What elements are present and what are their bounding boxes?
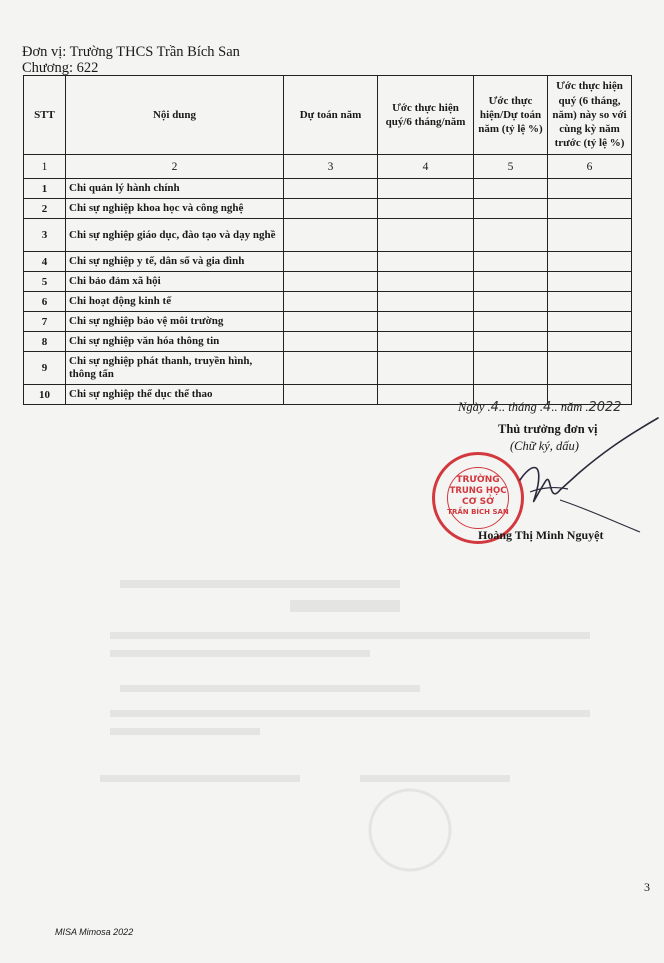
empty-cell: [284, 199, 378, 219]
stamp-line: CƠ SỞ: [462, 497, 494, 507]
column-header-content: Nội dung: [66, 76, 284, 155]
page-number: 3: [644, 880, 650, 894]
empty-cell: [474, 252, 548, 272]
row-stt: 4: [24, 252, 66, 272]
row-stt: 7: [24, 312, 66, 332]
empty-cell: [474, 352, 548, 385]
empty-cell: [284, 312, 378, 332]
empty-cell: [284, 179, 378, 199]
row-content: Chi bảo đảm xã hội: [66, 272, 284, 292]
date-prefix: Ngày: [458, 400, 485, 414]
empty-cell: [548, 252, 632, 272]
table-row: [24, 199, 632, 219]
table-row: [24, 252, 632, 272]
empty-cell: [378, 352, 474, 385]
row-stt: 10: [24, 385, 66, 405]
empty-cell: [284, 252, 378, 272]
row-stt: 8: [24, 332, 66, 352]
row-content: Chi sự nghiệp thể dục thể thao: [66, 385, 284, 405]
empty-cell: [284, 219, 378, 252]
empty-cell: [378, 292, 474, 312]
stamp-line: TRẦN BÍCH SAN: [447, 508, 509, 516]
empty-cell: [378, 332, 474, 352]
budget-table: [23, 75, 632, 405]
signer-name: Hoàng Thị Minh Nguyệt: [478, 528, 604, 542]
table-row: [24, 272, 632, 292]
date-year: 2022: [588, 400, 622, 415]
date-month-label: tháng: [508, 400, 537, 414]
empty-cell: [548, 179, 632, 199]
empty-cell: [284, 385, 378, 405]
empty-cell: [474, 312, 548, 332]
empty-cell: [474, 332, 548, 352]
table-row: [24, 219, 632, 252]
chapter-code: Chương: 622: [22, 60, 99, 76]
empty-cell: [284, 292, 378, 312]
row-content: Chi sự nghiệp y tế, dân số và gia đình: [66, 252, 284, 272]
table-row: [24, 332, 632, 352]
row-stt: 2: [24, 199, 66, 219]
empty-cell: [378, 199, 474, 219]
bleed-through-text: [0, 560, 664, 890]
empty-cell: [548, 292, 632, 312]
signer-title: Thủ trưởng đơn vị: [498, 422, 598, 436]
empty-cell: [474, 272, 548, 292]
empty-cell: [284, 272, 378, 292]
date-day: 4: [490, 400, 499, 415]
column-index: 1: [24, 155, 66, 179]
unit-name: Đơn vị: Trường THCS Trần Bích San: [22, 44, 240, 60]
empty-cell: [378, 179, 474, 199]
column-index: 5: [474, 155, 548, 179]
row-content: Chi quản lý hành chính: [66, 179, 284, 199]
column-header-annual-estimate: Dự toán năm: [284, 76, 378, 155]
signature-date: Ngày .4.. tháng .4.. năm .2022: [458, 400, 622, 415]
empty-cell: [378, 312, 474, 332]
column-index-row: [24, 155, 632, 179]
empty-cell: [378, 219, 474, 252]
row-stt: 5: [24, 272, 66, 292]
column-index: 2: [66, 155, 284, 179]
row-content: Chi sự nghiệp giáo dục, đào tạo và dạy nghề: [66, 219, 284, 252]
table-row: [24, 312, 632, 332]
table-row: [24, 292, 632, 312]
empty-cell: [548, 272, 632, 292]
date-month: 4: [543, 400, 552, 415]
empty-cell: [474, 292, 548, 312]
empty-cell: [378, 252, 474, 272]
empty-cell: [378, 272, 474, 292]
row-content: Chi sự nghiệp khoa học và công nghệ: [66, 199, 284, 219]
empty-cell: [548, 352, 632, 385]
row-content: Chi sự nghiệp văn hóa thông tin: [66, 332, 284, 352]
column-index: 6: [548, 155, 632, 179]
row-stt: 9: [24, 352, 66, 385]
row-content: Chi hoạt động kinh tế: [66, 292, 284, 312]
empty-cell: [474, 219, 548, 252]
empty-cell: [548, 332, 632, 352]
column-header-year-over-year: Ước thực hiện quý (6 tháng, năm) này so với cùng kỳ năm trước (tỷ lệ %): [548, 76, 632, 155]
row-stt: 6: [24, 292, 66, 312]
column-index: 4: [378, 155, 474, 179]
row-content: Chi sự nghiệp phát thanh, truyền hình, thông tấn: [66, 352, 284, 385]
table-header-row: [24, 76, 632, 155]
table-row: [24, 179, 632, 199]
empty-cell: [474, 199, 548, 219]
empty-cell: [548, 199, 632, 219]
empty-cell: [548, 219, 632, 252]
empty-cell: [474, 179, 548, 199]
signer-note: (Chữ ký, dấu): [510, 439, 579, 453]
empty-cell: [284, 352, 378, 385]
stamp-line: TRUNG HỌC: [449, 486, 507, 496]
stamp-line: TRƯỜNG: [456, 475, 500, 485]
table-row: [24, 352, 632, 385]
column-header-estimated-execution: Ước thực hiện quý/6 tháng/năm: [378, 76, 474, 155]
column-header-execution-ratio: Ước thực hiện/Dự toán năm (tỷ lệ %): [474, 76, 548, 155]
row-stt: 1: [24, 179, 66, 199]
row-stt: 3: [24, 219, 66, 252]
empty-cell: [548, 312, 632, 332]
empty-cell: [284, 332, 378, 352]
handwritten-signature: [500, 410, 660, 540]
column-header-stt: STT: [24, 76, 66, 155]
column-index: 3: [284, 155, 378, 179]
row-content: Chi sự nghiệp bảo vệ môi trường: [66, 312, 284, 332]
software-footer: MISA Mimosa 2022: [55, 927, 134, 937]
date-year-label: năm: [560, 400, 583, 414]
